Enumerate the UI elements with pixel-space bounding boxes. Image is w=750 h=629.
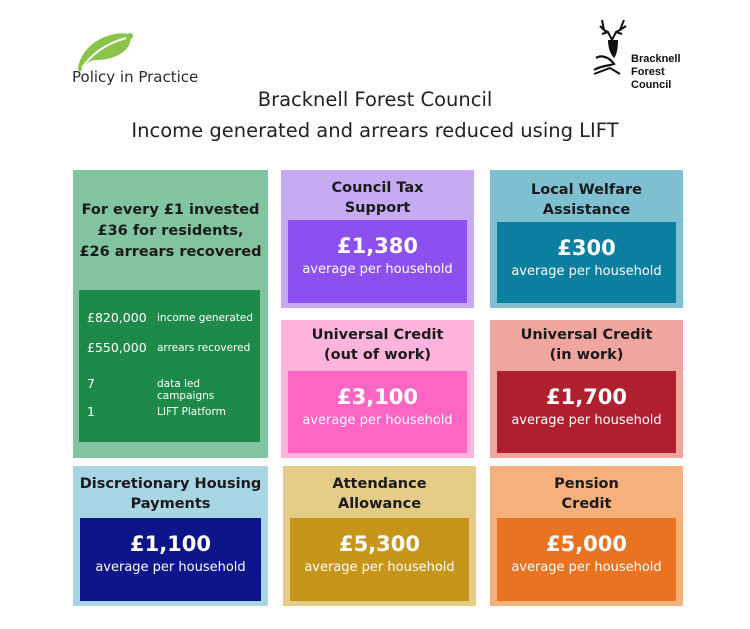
tile-heading <box>490 474 683 514</box>
tile-amount: £300 <box>557 236 616 260</box>
tile-amount-caption: average per household <box>511 264 662 279</box>
tile-amount-box <box>497 222 676 303</box>
tile-amount-caption: average per household <box>95 560 246 575</box>
tile-heading-line-1: Attendance <box>332 476 427 492</box>
tile-amount-box <box>290 518 469 601</box>
stat-label: arrears recovered <box>157 342 251 354</box>
tile-amount-caption: average per household <box>511 413 662 428</box>
tile-heading <box>73 474 268 514</box>
bracknell-forest-council-logo <box>590 18 700 98</box>
tile-heading-line-2: (out of work) <box>324 347 431 363</box>
tile-universal-credit-out-of-work <box>281 320 474 458</box>
stat-row <box>79 340 260 360</box>
tile-discretionary-housing-payments <box>73 466 268 606</box>
investment-stats-box <box>79 290 260 442</box>
tile-heading-line-1: Council Tax <box>331 180 424 196</box>
logo-text: Policy in Practice <box>72 68 199 86</box>
tile-amount-box <box>288 220 467 303</box>
tile-attendance-allowance <box>283 466 476 606</box>
policy-in-practice-logo <box>68 20 218 90</box>
tile-amount: £3,100 <box>336 385 419 409</box>
stat-value: 1 <box>87 404 95 419</box>
tile-amount: £1,380 <box>336 234 419 258</box>
council-name <box>631 53 681 92</box>
tile-heading-line-1: Local Welfare <box>531 182 642 198</box>
tile-heading-line-1: Universal Credit <box>311 327 444 343</box>
tile-amount: £1,700 <box>545 385 628 409</box>
tile-heading <box>281 325 474 365</box>
tile-amount-caption: average per household <box>304 560 455 575</box>
tile-pension-credit <box>490 466 683 606</box>
tile-heading-line-2: Allowance <box>337 496 422 512</box>
tile-heading-line-2: Assistance <box>542 202 631 218</box>
tile-amount-box <box>497 371 676 453</box>
tile-amount-caption: average per household <box>511 560 662 575</box>
stag-icon <box>590 18 635 80</box>
council-name-line-1: Bracknell <box>631 53 681 65</box>
tile-amount-box <box>288 371 467 453</box>
tile-amount-box <box>497 518 676 601</box>
stat-value: 7 <box>87 376 95 391</box>
stat-row <box>79 404 260 424</box>
tile-council-tax-support <box>281 170 474 308</box>
tile-amount: £5,300 <box>338 532 421 556</box>
stat-label: income generated <box>157 312 254 324</box>
stat-row <box>79 310 260 330</box>
tile-heading-line-1: Pension <box>554 476 619 492</box>
investment-summary-panel <box>73 170 268 458</box>
tile-amount: £5,000 <box>545 532 628 556</box>
stat-value: £820,000 <box>87 310 147 325</box>
tile-heading-line-1: Discretionary Housing <box>79 476 262 492</box>
tile-heading <box>281 178 474 218</box>
tile-heading-line-2: Support <box>344 200 411 216</box>
tile-amount: £1,100 <box>129 532 212 556</box>
page-subtitle: Income generated and arrears reduced using LIFT <box>131 119 619 142</box>
tile-heading-line-2: Credit <box>561 496 612 512</box>
council-name-line-2: Forest <box>631 66 665 78</box>
tile-universal-credit-in-work <box>490 320 683 458</box>
tile-heading <box>490 180 683 220</box>
tile-heading-line-1: Universal Credit <box>520 327 653 343</box>
investment-line-3: £26 arrears recovered <box>79 244 262 260</box>
tile-amount-box <box>80 518 261 601</box>
tile-amount-caption: average per household <box>302 413 453 428</box>
investment-line-2: £36 for residents, <box>97 223 244 239</box>
stat-row <box>79 376 260 402</box>
investment-headline <box>73 200 268 263</box>
page-title: Bracknell Forest Council <box>257 88 493 111</box>
tile-heading-line-2: (in work) <box>549 347 624 363</box>
tile-local-welfare-assistance <box>490 170 683 308</box>
stat-label: data led campaigns <box>157 378 215 402</box>
stat-value: £550,000 <box>87 340 147 355</box>
council-name-line-3: Council <box>631 79 672 91</box>
investment-line-1: For every £1 invested <box>81 202 260 218</box>
tile-amount-caption: average per household <box>302 262 453 277</box>
tile-heading-line-2: Payments <box>130 496 211 512</box>
tile-heading <box>490 325 683 365</box>
tile-heading <box>283 474 476 514</box>
stat-label: LIFT Platform <box>157 406 226 418</box>
